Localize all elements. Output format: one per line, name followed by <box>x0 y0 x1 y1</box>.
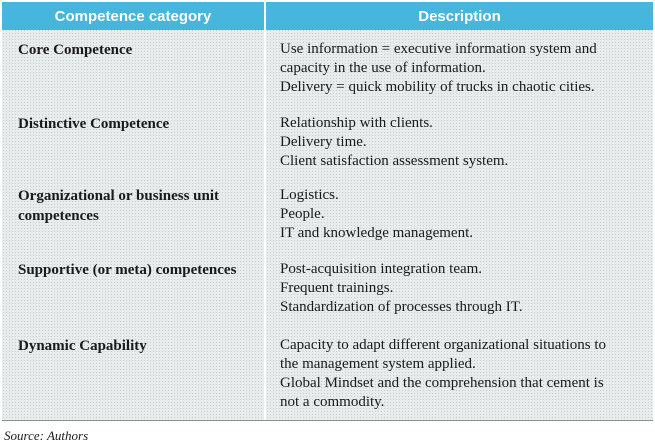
description-line: Global Mindset and the comprehension that cement is <box>280 375 604 391</box>
competence-table <box>2 2 653 421</box>
category-label: Organizational or business unit competences <box>18 188 220 224</box>
description-cell <box>280 336 638 412</box>
description-line: People. <box>280 206 325 222</box>
description-line: Frequent trainings. <box>280 280 394 296</box>
header-competence-category: Competence category <box>2 2 264 30</box>
column-divider <box>264 2 266 420</box>
description-line: Relationship with clients. <box>280 115 433 131</box>
description-line: Capacity to adapt different organizational situations to <box>280 337 607 353</box>
source-note: Source: Authors <box>4 428 89 443</box>
description-cell <box>280 260 638 317</box>
description-line: Logistics. <box>280 187 339 203</box>
description-cell <box>280 114 638 171</box>
description-line: Use information = executive information system and <box>280 41 597 57</box>
category-label: Supportive (or meta) competences <box>18 262 237 278</box>
description-line: Post-acquisition integration team. <box>280 261 483 277</box>
description-cell <box>280 186 638 243</box>
description-line: capacity in the use of information. <box>280 60 486 76</box>
category-label: Core Competence <box>18 42 133 58</box>
description-line: not a commodity. <box>280 394 385 410</box>
category-label: Distinctive Competence <box>18 116 170 132</box>
description-line: Client satisfaction assessment system. <box>280 153 509 169</box>
header-description: Description <box>266 2 653 30</box>
description-line: Delivery = quick mobility of trucks in chaotic cities. <box>280 79 595 95</box>
category-label: Dynamic Capability <box>18 338 147 354</box>
description-line: IT and knowledge management. <box>280 225 473 241</box>
description-line: Standardization of processes through IT. <box>280 299 523 315</box>
table-header-row <box>2 2 653 30</box>
description-cell <box>280 40 638 97</box>
description-line: Delivery time. <box>280 134 367 150</box>
description-line: the management system applied. <box>280 356 476 372</box>
